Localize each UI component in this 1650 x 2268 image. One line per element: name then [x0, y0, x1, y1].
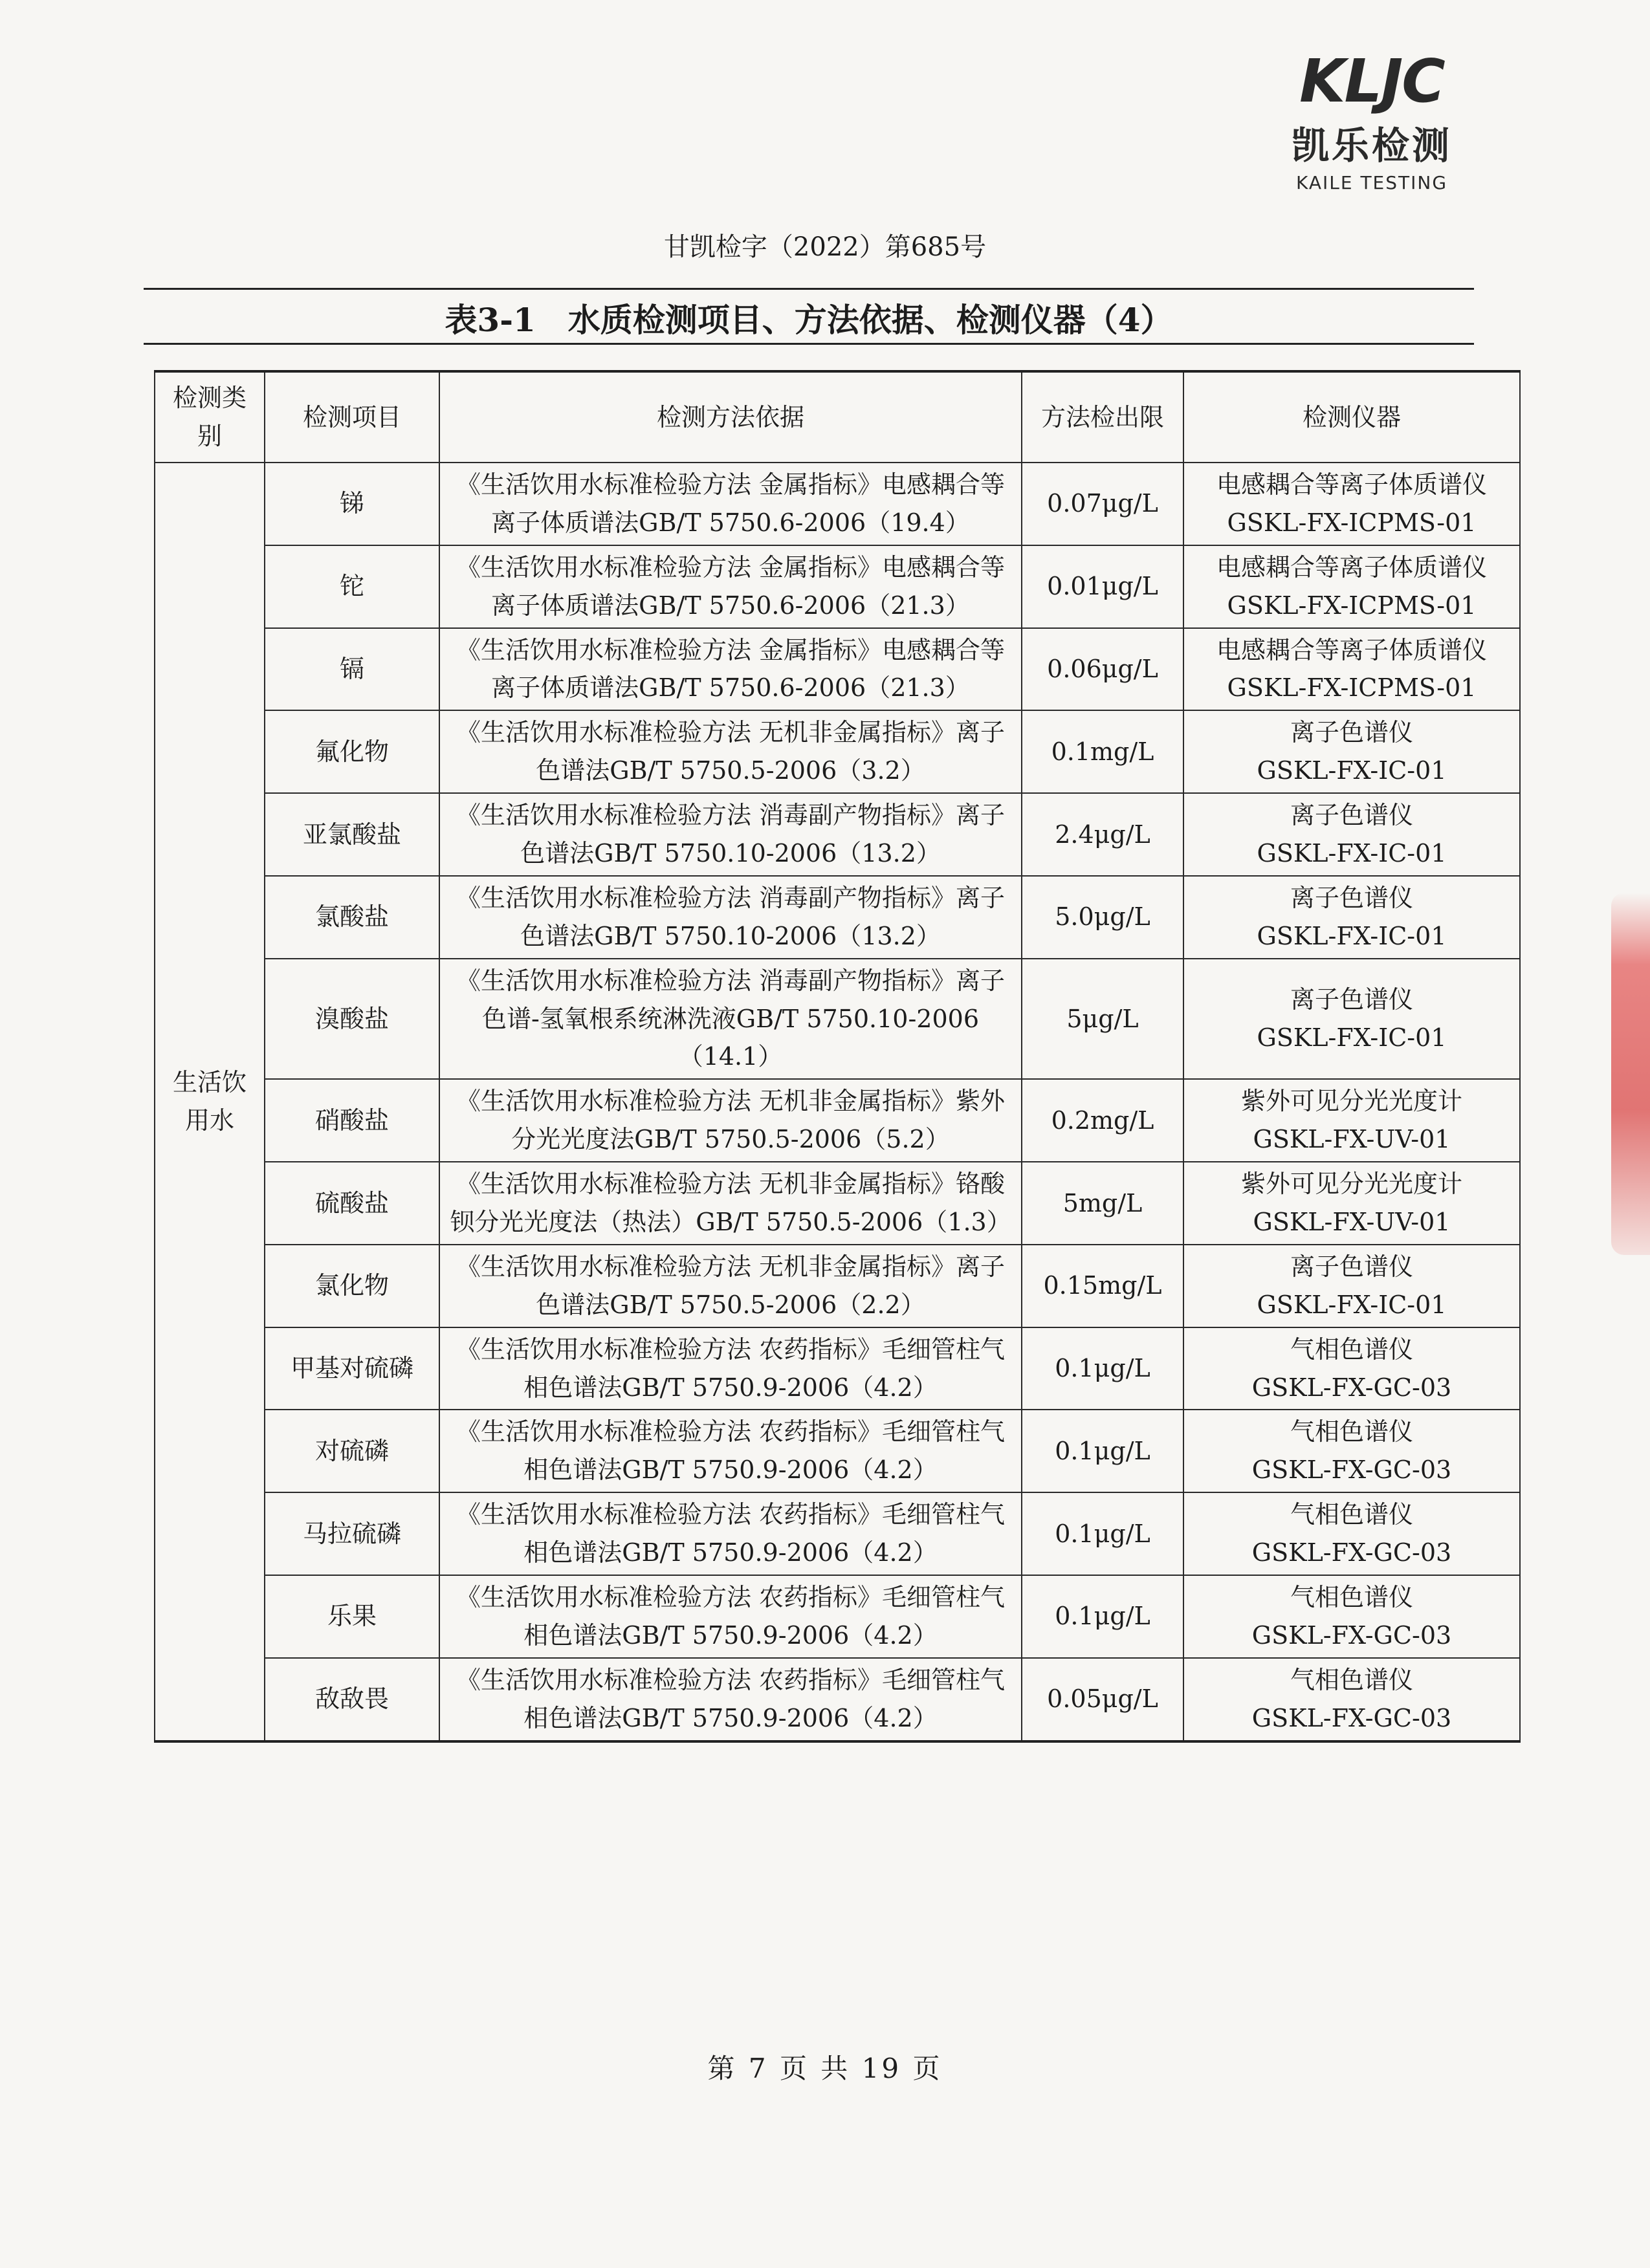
- table-row: [155, 628, 1520, 711]
- limit-cell: 0.1μg/L: [1022, 1575, 1183, 1658]
- instrument-cell: [1183, 1245, 1520, 1327]
- instrument-cell: [1183, 1327, 1520, 1410]
- item-cell: 氯化物: [265, 1245, 439, 1327]
- instrument-cell: [1183, 959, 1520, 1080]
- instrument-name: 离子色谱仪: [1290, 718, 1413, 747]
- item-cell: 硫酸盐: [265, 1162, 439, 1245]
- instrument-cell: [1183, 463, 1520, 545]
- table-row: [155, 710, 1520, 793]
- item-cell: 溴酸盐: [265, 959, 439, 1080]
- column-header-method: 检测方法依据: [439, 371, 1022, 463]
- instrument-id: GSKL-FX-GC-03: [1251, 1456, 1452, 1485]
- company-logo: [1288, 47, 1456, 193]
- item-cell: 乐果: [265, 1575, 439, 1658]
- item-cell: 亚氯酸盐: [265, 793, 439, 876]
- test-items-table: [154, 370, 1521, 1743]
- instrument-name: 气相色谱仪: [1290, 1665, 1413, 1694]
- limit-cell: 0.1μg/L: [1022, 1327, 1183, 1410]
- method-cell: 《生活饮用水标准检验方法 无机非金属指标》离子色谱法GB/T 5750.5-2006（2.2）: [439, 1245, 1022, 1327]
- limit-cell: 5mg/L: [1022, 1162, 1183, 1245]
- item-cell: 硝酸盐: [265, 1079, 439, 1162]
- method-cell: 《生活饮用水标准检验方法 无机非金属指标》紫外分光光度法GB/T 5750.5-2006（5.2）: [439, 1079, 1022, 1162]
- limit-cell: 0.1μg/L: [1022, 1492, 1183, 1575]
- item-cell: 敌敌畏: [265, 1658, 439, 1741]
- title-rule: [144, 343, 1474, 345]
- column-header-limit: 方法检出限: [1022, 371, 1183, 463]
- limit-cell: 0.1μg/L: [1022, 1410, 1183, 1492]
- table-header-row: [155, 371, 1520, 463]
- instrument-cell: [1183, 1575, 1520, 1658]
- instrument-id: GSKL-FX-IC-01: [1257, 1290, 1447, 1319]
- item-cell: 甲基对硫磷: [265, 1327, 439, 1410]
- limit-cell: 2.4μg/L: [1022, 793, 1183, 876]
- limit-cell: 0.06μg/L: [1022, 628, 1183, 711]
- instrument-name: 离子色谱仪: [1290, 1252, 1413, 1281]
- method-cell: 《生活饮用水标准检验方法 无机非金属指标》铬酸钡分光光度法（热法）GB/T 5750.5-2006（1.3）: [439, 1162, 1022, 1245]
- table-row: [155, 876, 1520, 959]
- method-cell: 《生活饮用水标准检验方法 农药指标》毛细管柱气相色谱法GB/T 5750.9-2006（4.2）: [439, 1492, 1022, 1575]
- instrument-cell: [1183, 1410, 1520, 1492]
- item-cell: 马拉硫磷: [265, 1492, 439, 1575]
- table-title: 表3-1 水质检测项目、方法依据、检测仪器（4）: [445, 301, 1173, 339]
- instrument-name: 紫外可见分光光度计: [1240, 1087, 1462, 1116]
- instrument-id: GSKL-FX-GC-03: [1251, 1703, 1452, 1732]
- instrument-name: 气相色谱仪: [1290, 1417, 1413, 1446]
- item-cell: 氯酸盐: [265, 876, 439, 959]
- method-cell: 《生活饮用水标准检验方法 消毒副产物指标》离子色谱法GB/T 5750.10-2006（13.2）: [439, 876, 1022, 959]
- instrument-id: GSKL-FX-ICPMS-01: [1227, 673, 1477, 703]
- table-row: [155, 1162, 1520, 1245]
- item-cell: 铊: [265, 545, 439, 628]
- method-cell: 《生活饮用水标准检验方法 金属指标》电感耦合等离子体质谱法GB/T 5750.6-2006（21.3）: [439, 545, 1022, 628]
- table-row: [155, 1079, 1520, 1162]
- method-cell: 《生活饮用水标准检验方法 消毒副产物指标》离子色谱法GB/T 5750.10-2006（13.2）: [439, 793, 1022, 876]
- logo-mark: KLJC: [1299, 47, 1444, 116]
- column-header-category: 检测类别: [155, 371, 265, 463]
- instrument-cell: [1183, 1492, 1520, 1575]
- category-cell: 生活饮用水: [155, 463, 265, 1741]
- method-cell: 《生活饮用水标准检验方法 农药指标》毛细管柱气相色谱法GB/T 5750.9-2006（4.2）: [439, 1410, 1022, 1492]
- instrument-cell: [1183, 710, 1520, 793]
- instrument-name: 紫外可见分光光度计: [1240, 1170, 1462, 1199]
- instrument-id: GSKL-FX-UV-01: [1253, 1208, 1451, 1237]
- method-cell: 《生活饮用水标准检验方法 农药指标》毛细管柱气相色谱法GB/T 5750.9-2006（4.2）: [439, 1658, 1022, 1741]
- item-cell: 锑: [265, 463, 439, 545]
- item-cell: 镉: [265, 628, 439, 711]
- instrument-id: GSKL-FX-GC-03: [1251, 1620, 1452, 1650]
- instrument-name: 气相色谱仪: [1290, 1335, 1413, 1364]
- table-row: [155, 1575, 1520, 1658]
- table-row: [155, 793, 1520, 876]
- instrument-id: GSKL-FX-ICPMS-01: [1227, 508, 1477, 537]
- instrument-name: 电感耦合等离子体质谱仪: [1216, 552, 1487, 582]
- method-cell: 《生活饮用水标准检验方法 消毒副产物指标》离子色谱-氢氧根系统淋洗液GB/T 5750.10-2006（14.1）: [439, 959, 1022, 1080]
- instrument-cell: [1183, 1162, 1520, 1245]
- limit-cell: 5μg/L: [1022, 959, 1183, 1080]
- method-cell: 《生活饮用水标准检验方法 农药指标》毛细管柱气相色谱法GB/T 5750.9-2006（4.2）: [439, 1575, 1022, 1658]
- table-row: [155, 1410, 1520, 1492]
- instrument-id: GSKL-FX-IC-01: [1257, 756, 1447, 785]
- instrument-id: GSKL-FX-IC-01: [1257, 1023, 1447, 1052]
- instrument-cell: [1183, 876, 1520, 959]
- method-cell: 《生活饮用水标准检验方法 无机非金属指标》离子色谱法GB/T 5750.5-2006（3.2）: [439, 710, 1022, 793]
- instrument-name: 电感耦合等离子体质谱仪: [1216, 635, 1487, 664]
- instrument-cell: [1183, 793, 1520, 876]
- instrument-id: GSKL-FX-IC-01: [1257, 839, 1447, 868]
- item-cell: 对硫磷: [265, 1410, 439, 1492]
- page-number: 第 7 页 共 19 页: [707, 2053, 943, 2084]
- instrument-id: GSKL-FX-IC-01: [1257, 921, 1447, 950]
- instrument-name: 气相色谱仪: [1290, 1583, 1413, 1612]
- limit-cell: 0.15mg/L: [1022, 1245, 1183, 1327]
- header-rule: [144, 288, 1474, 290]
- limit-cell: 0.05μg/L: [1022, 1658, 1183, 1741]
- limit-cell: 0.1mg/L: [1022, 710, 1183, 793]
- logo-name-en: KAILE TESTING: [1295, 172, 1448, 193]
- document-number: 甘凯检字（2022）第685号: [663, 232, 987, 262]
- column-header-item: 检测项目: [265, 371, 439, 463]
- method-cell: 《生活饮用水标准检验方法 农药指标》毛细管柱气相色谱法GB/T 5750.9-2006（4.2）: [439, 1327, 1022, 1410]
- instrument-cell: [1183, 628, 1520, 711]
- table-row: [155, 1658, 1520, 1741]
- instrument-name: 气相色谱仪: [1290, 1500, 1413, 1529]
- table-row: [155, 1327, 1520, 1410]
- limit-cell: 0.07μg/L: [1022, 463, 1183, 545]
- table-row: [155, 1492, 1520, 1575]
- item-cell: 氟化物: [265, 710, 439, 793]
- table-row: [155, 463, 1520, 545]
- method-cell: 《生活饮用水标准检验方法 金属指标》电感耦合等离子体质谱法GB/T 5750.6-2006（19.4）: [439, 463, 1022, 545]
- table-row: [155, 545, 1520, 628]
- instrument-name: 离子色谱仪: [1290, 985, 1413, 1014]
- instrument-name: 电感耦合等离子体质谱仪: [1216, 470, 1487, 499]
- limit-cell: 0.01μg/L: [1022, 545, 1183, 628]
- instrument-name: 离子色谱仪: [1290, 801, 1413, 830]
- instrument-cell: [1183, 1079, 1520, 1162]
- limit-cell: 5.0μg/L: [1022, 876, 1183, 959]
- table-body: [155, 463, 1520, 1741]
- method-cell: 《生活饮用水标准检验方法 金属指标》电感耦合等离子体质谱法GB/T 5750.6-2006（21.3）: [439, 628, 1022, 711]
- table-row: [155, 959, 1520, 1080]
- instrument-cell: [1183, 545, 1520, 628]
- table-row: [155, 1245, 1520, 1327]
- red-seal-stamp: [1611, 893, 1650, 1255]
- logo-name-cn: 凯乐检测: [1291, 124, 1452, 168]
- instrument-id: GSKL-FX-GC-03: [1251, 1538, 1452, 1567]
- instrument-id: GSKL-FX-UV-01: [1253, 1125, 1451, 1154]
- limit-cell: 0.2mg/L: [1022, 1079, 1183, 1162]
- instrument-id: GSKL-FX-GC-03: [1251, 1373, 1452, 1402]
- instrument-id: GSKL-FX-ICPMS-01: [1227, 591, 1477, 620]
- column-header-instrument: 检测仪器: [1183, 371, 1520, 463]
- instrument-name: 离子色谱仪: [1290, 883, 1413, 912]
- instrument-cell: [1183, 1658, 1520, 1741]
